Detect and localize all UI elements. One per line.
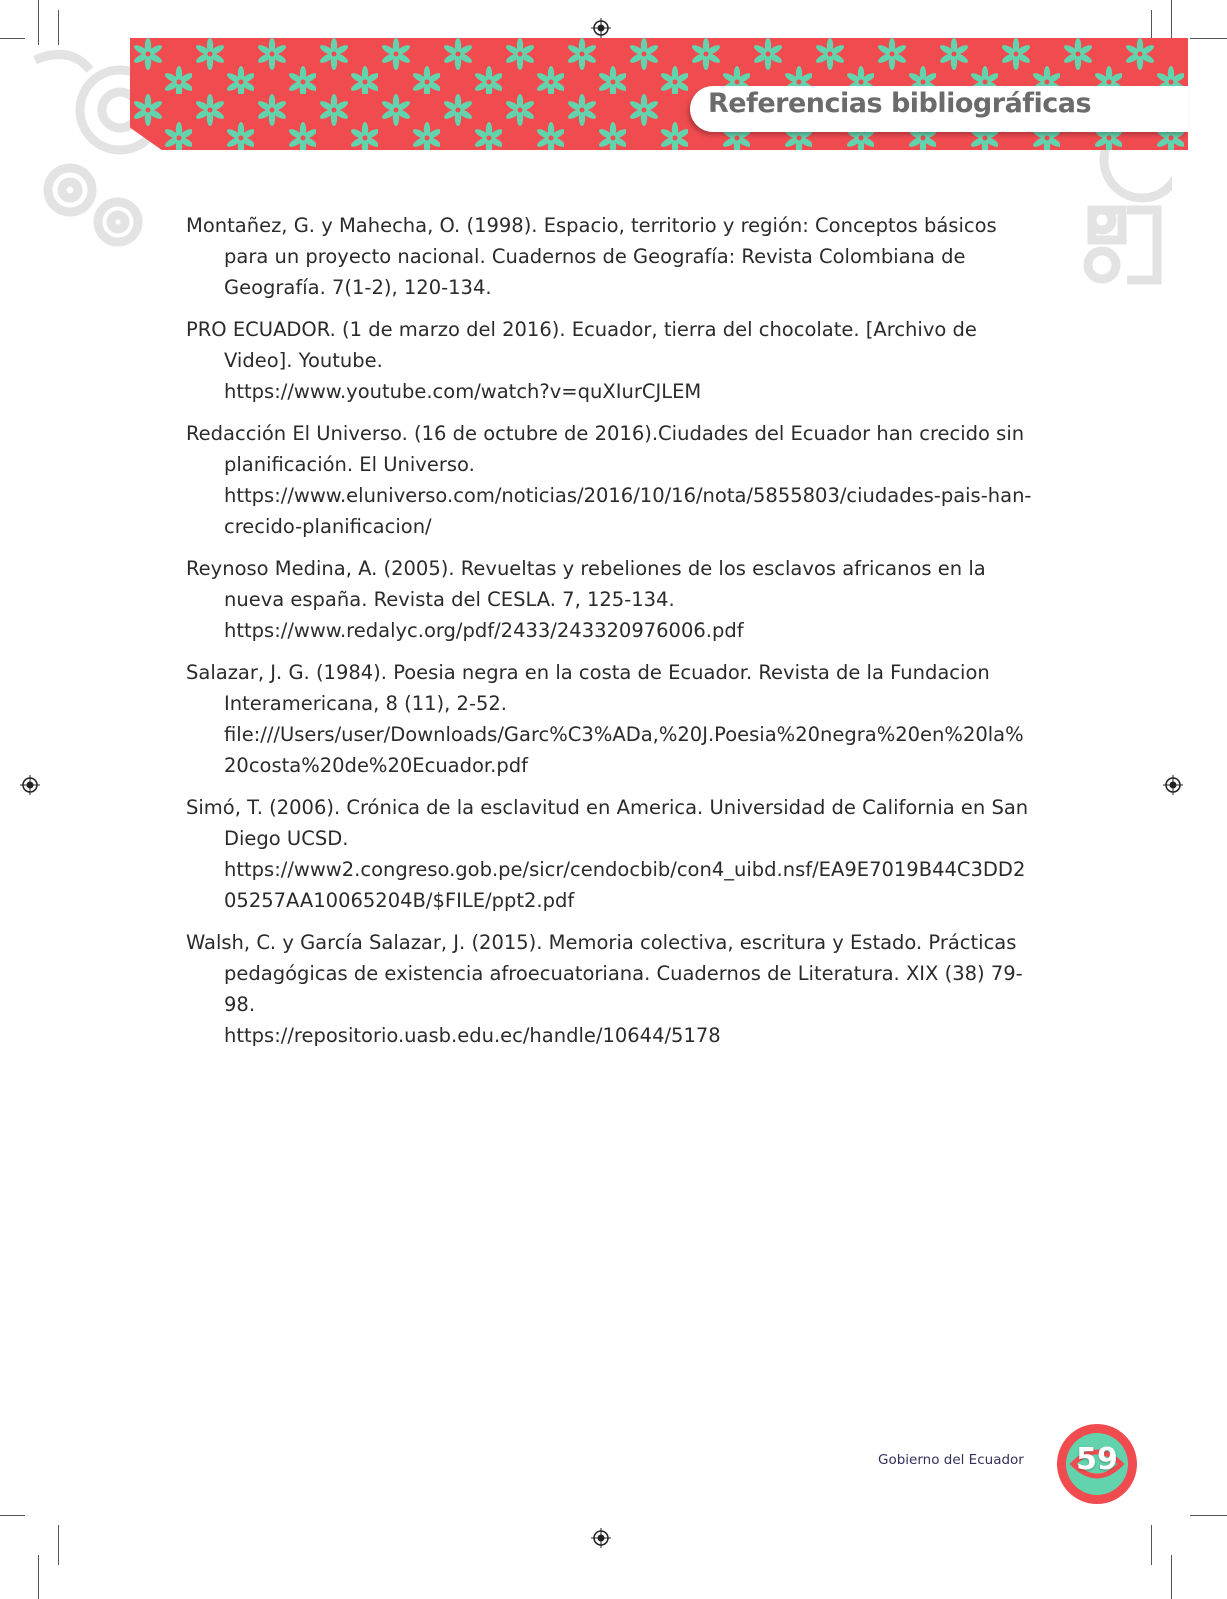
- page-title: Referencias bibliográficas: [708, 88, 1092, 119]
- reference-item: [186, 927, 1036, 1051]
- reference-item: [186, 792, 1036, 916]
- reference-link[interactable]: https://www.eluniverso.com/noticias/2016/10/16/nota/5855803/ciudades-pais-han-crecido-planificacion/: [224, 484, 1032, 538]
- reference-item: [186, 553, 1036, 646]
- reference-link[interactable]: https://www.redalyc.org/pdf/2433/243320976006.pdf: [224, 619, 744, 642]
- reference-citation: Salazar, J. G. (1984). Poesia negra en la costa de Ecuador. Revista de la Fundacion Interamericana, 8 (11), 2-52.: [186, 661, 990, 715]
- reference-item: [186, 210, 1036, 303]
- reference-item: [186, 657, 1036, 781]
- registration-mark-icon: [591, 18, 611, 38]
- ornament-right-icon: [1072, 130, 1172, 300]
- reference-item: [186, 418, 1036, 542]
- reference-link[interactable]: file:///Users/user/Downloads/Garc%C3%ADa,%20J.Poesia%20negra%20en%20la%20costa%20de%20Ecuador.pdf: [224, 723, 1024, 777]
- crop-mark: [0, 38, 25, 39]
- crop-mark: [1190, 38, 1227, 39]
- reference-citation: Reynoso Medina, A. (2005). Revueltas y rebeliones de los esclavos africanos en la nueva españa. Revista del CESLA. 7, 125-134.: [186, 557, 986, 611]
- reference-citation: Montañez, G. y Mahecha, O. (1998). Espacio, territorio y región: Conceptos básicos para un proyecto nacional. Cuadernos de Geografía: Revista Colombiana de Geografía. 7(1-2), 120-134.: [186, 214, 997, 299]
- registration-mark-icon: [20, 775, 40, 795]
- reference-citation: PRO ECUADOR. (1 de marzo del 2016). Ecuador, tierra del chocolate. [Archivo de Video]. Youtube.: [186, 318, 977, 372]
- footer-publisher: Gobierno del Ecuador: [878, 1452, 1024, 1468]
- reference-item: [186, 314, 1036, 407]
- page-number: 59: [1076, 1442, 1118, 1477]
- crop-mark: [38, 0, 39, 45]
- registration-mark-icon: [1163, 775, 1183, 795]
- crop-mark: [1171, 1555, 1172, 1599]
- reference-link[interactable]: https://www2.congreso.gob.pe/sicr/cendocbib/con4_uibd.nsf/EA9E7019B44C3DD205257AA10065204B/$FILE/ppt2.pdf: [224, 858, 1026, 912]
- reference-citation: Walsh, C. y García Salazar, J. (2015). Memoria colectiva, escritura y Estado. Prácticas pedagógicas de existencia afroecuatoriana. Cuadernos de Literatura. XIX (38) 79-98.: [186, 931, 1023, 1016]
- crop-mark: [38, 1555, 39, 1599]
- reference-citation: Simó, T. (2006). Crónica de la esclavitud en America. Universidad de California en San Diego UCSD.: [186, 796, 1029, 850]
- reference-link[interactable]: https://repositorio.uasb.edu.ec/handle/10644/5178: [224, 1024, 721, 1047]
- crop-mark: [1190, 1515, 1227, 1516]
- crop-mark: [0, 1515, 25, 1516]
- crop-mark: [58, 1525, 59, 1565]
- references-list: [186, 210, 1036, 1062]
- crop-mark: [1151, 1525, 1152, 1565]
- reference-citation: Redacción El Universo. (16 de octubre de 2016).Ciudades del Ecuador han crecido sin planificación. El Universo.: [186, 422, 1025, 476]
- registration-mark-icon: [591, 1528, 611, 1548]
- reference-link[interactable]: https://www.youtube.com/watch?v=quXIurCJLEM: [224, 380, 702, 403]
